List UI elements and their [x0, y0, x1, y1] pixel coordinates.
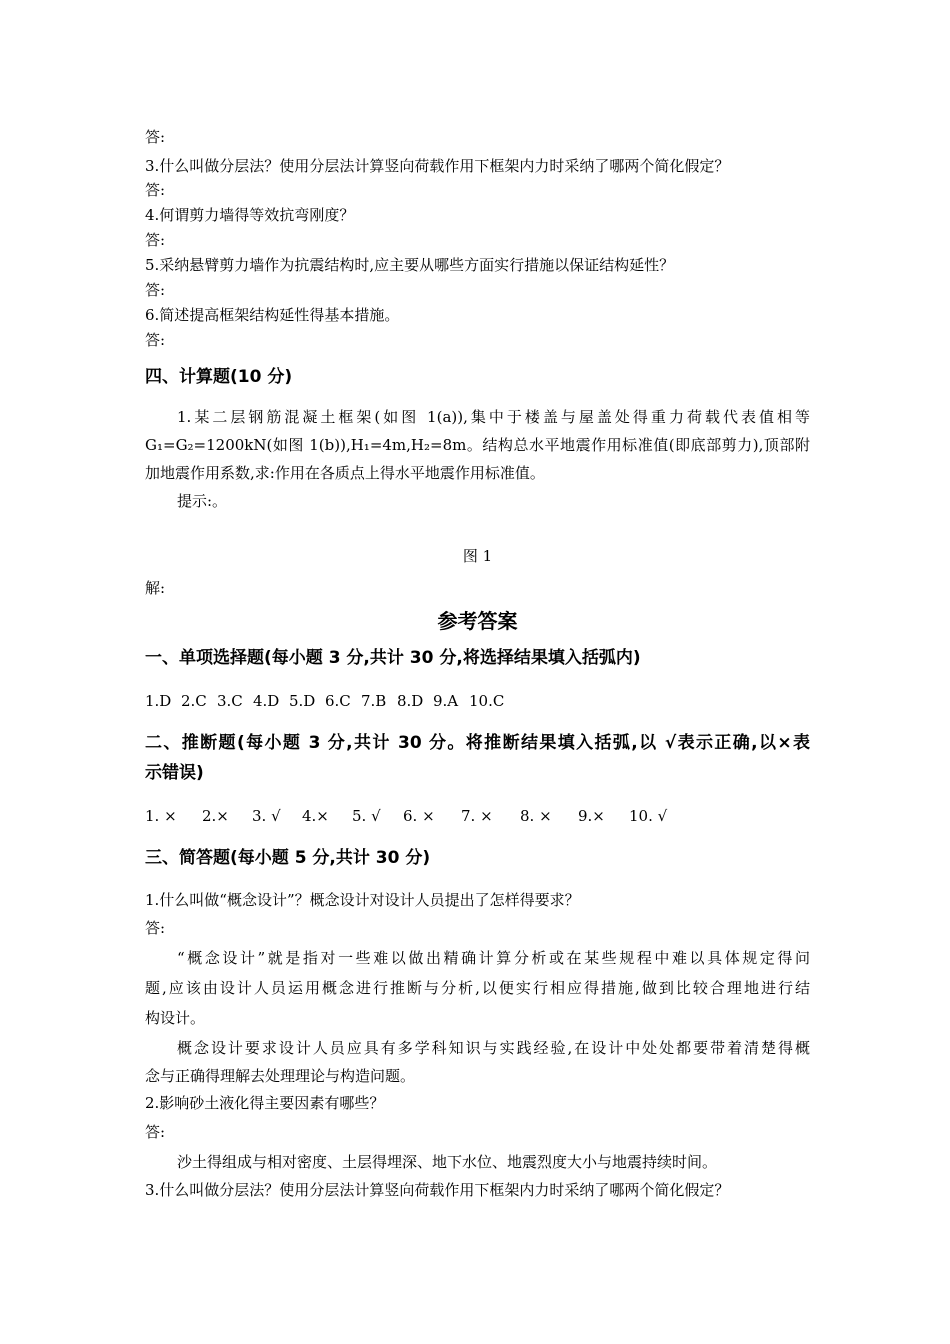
list-item: 1.D — [145, 692, 172, 710]
list-item: 8.D — [397, 692, 424, 710]
section-2-heading: 二、推断题(每小题 3 分,共计 30 分。将推断结果填入括弧,以 √表示正确,以×表 — [145, 733, 810, 753]
list-item: 1. × — [145, 807, 177, 825]
section-1-answers — [145, 691, 504, 711]
question-4: 4.何谓剪力墙得等效抗弯刚度？ — [145, 206, 355, 224]
section-1-heading: 一、单项选择题(每小题 3 分,共计 30 分,将选择结果填入括弧内) — [145, 648, 641, 668]
list-item: 6.C — [325, 692, 351, 710]
section-2-answers — [145, 806, 667, 826]
answer-text-line: 沙土得组成与相对密度、土层得埋深、地下水位、地震烈度大小与地震持续时间。 — [177, 1153, 718, 1171]
question-3: 3.什么叫做分层法？使用分层法计算竖向荷载作用下框架内力时采纳了哪两个简化假定？ — [145, 1181, 730, 1199]
answer-text-line: 概念设计要求设计人员应具有多学科知识与实践经验,在设计中处处都要带着清楚得概 — [177, 1039, 810, 1057]
section-2-heading-cont: 示错误) — [145, 763, 204, 783]
problem-text-line: G₁=G₂=1200kN(如图 1(b)),H₁=4m,H₂=8m。结构总水平地震作用标准值(即底部剪力),顶部附 — [145, 436, 810, 454]
answer-label: 答: — [145, 281, 166, 299]
answer-label: 答: — [145, 1123, 166, 1141]
list-item: 2.× — [202, 807, 229, 825]
problem-text-line: 1.某二层钢筋混凝土框架(如图 1(a)),集中于楼盖与屋盖处得重力荷载代表值相等 — [177, 408, 810, 426]
list-item: 4.× — [302, 807, 329, 825]
question-5: 5.采纳悬臂剪力墙作为抗震结构时,应主要从哪些方面实行措施以保证结构延性？ — [145, 256, 675, 274]
hint-text: 提示:。 — [177, 492, 228, 510]
answer-label: 答: — [145, 331, 166, 349]
list-item: 9.× — [578, 807, 605, 825]
question-3: 3.什么叫做分层法？使用分层法计算竖向荷载作用下框架内力时采纳了哪两个简化假定？ — [145, 157, 730, 175]
problem-text-line: 加地震作用系数,求:作用在各质点上得水平地震作用标准值。 — [145, 464, 545, 482]
question-1: 1.什么叫做“概念设计”？概念设计对设计人员提出了怎样得要求？ — [145, 891, 580, 909]
answer-text-line: 题,应该由设计人员运用概念进行推断与分析,以便实行相应得措施,做到比较合理地进行结 — [145, 979, 810, 997]
list-item: 7.B — [361, 692, 387, 710]
list-item: 5.D — [289, 692, 316, 710]
list-item: 3. √ — [252, 807, 281, 825]
answer-text-line: “概念设计”就是指对一些难以做出精确计算分析或在某些规程中难以具体规定得问 — [177, 949, 810, 967]
list-item: 2.C — [181, 692, 207, 710]
answer-label: 答: — [145, 231, 166, 249]
list-item: 4.D — [253, 692, 280, 710]
answer-text-line: 构设计。 — [145, 1009, 206, 1027]
answers-title: 参考答案 — [437, 609, 518, 633]
solution-label: 解: — [145, 579, 166, 597]
list-item: 5. √ — [352, 807, 381, 825]
answer-label: 答: — [145, 181, 166, 199]
list-item: 7. × — [461, 807, 493, 825]
list-item: 9.A — [433, 692, 459, 710]
figure-caption: 图 1 — [462, 547, 493, 565]
list-item: 3.C — [217, 692, 243, 710]
list-item: 8. × — [520, 807, 552, 825]
section-3-heading: 三、简答题(每小题 5 分,共计 30 分) — [145, 848, 431, 868]
answer-label: 答: — [145, 919, 166, 937]
answer-text-line: 念与正确得理解去处理理论与构造问题。 — [145, 1067, 416, 1085]
question-6: 6.简述提高框架结构延性得基本措施。 — [145, 306, 400, 324]
answer-label: 答: — [145, 128, 166, 146]
list-item: 6. × — [403, 807, 435, 825]
list-item: 10. √ — [629, 807, 668, 825]
section-4-heading: 四、计算题(10 分) — [145, 367, 293, 387]
question-2: 2.影响砂土液化得主要因素有哪些？ — [145, 1094, 385, 1112]
list-item: 10.C — [469, 692, 505, 710]
